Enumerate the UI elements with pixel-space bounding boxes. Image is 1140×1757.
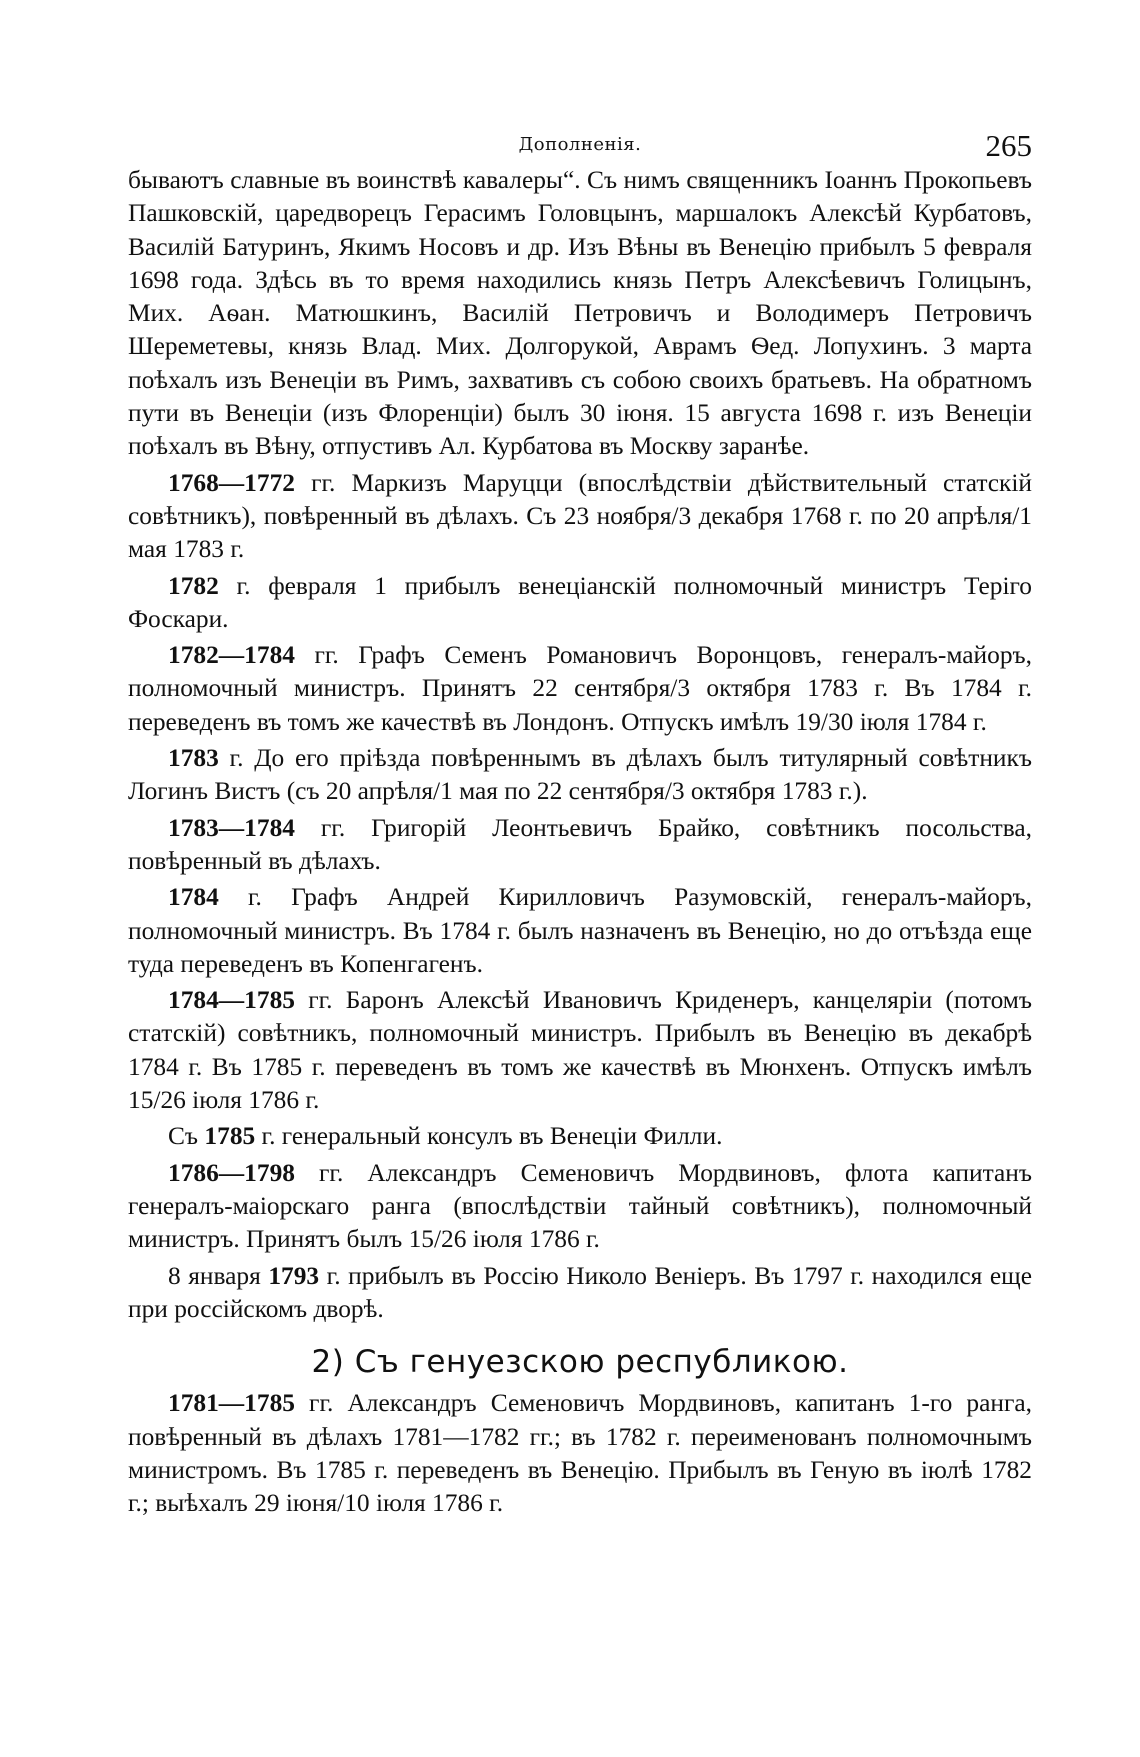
entry-text: гг. Графъ Семенъ Романовичъ Воронцовъ, генералъ-майоръ, полномочный министръ. Принятъ 22 сентября/3 октября 1783 г. Въ 1784 г. переведенъ въ томъ же качествѣ въ Лондонъ. Отпускъ имѣлъ 19/30 іюля 1784 г.	[128, 641, 1032, 736]
page-body	[128, 164, 1032, 1521]
entry-text: гг. Григорій Леонтьевичъ Брайко, совѣтникъ посольства, повѣренный въ дѣлахъ.	[128, 813, 1032, 875]
entry-paragraph	[128, 742, 1032, 809]
entry-text: гг. Александръ Семеновичъ Мордвиновъ, капитанъ 1-го ранга, повѣренный въ дѣлахъ 1781—1782 гг.; въ 1782 г. переименованъ полномочнымъ министромъ. Въ 1785 г. переведенъ въ Венецію. Прибылъ въ Геную въ іюлѣ 1782 г.; выѣхалъ 29 іюня/10 іюля 1786 г.	[128, 1389, 1032, 1518]
entry-paragraph	[128, 881, 1032, 981]
entry-year: 1785	[204, 1122, 256, 1151]
entry-paragraph	[128, 1260, 1032, 1327]
entry-text: г. февраля 1 прибылъ венеціанскій полномочный министръ Теріго Фоскари.	[128, 571, 1032, 633]
entry-text: гг. Баронъ Алексѣй Ивановичъ Криденеръ, канцеляріи (потомъ статскій) совѣтникъ, полномочный министръ. Прибылъ въ Венецію въ декабрѣ 1784 г. Въ 1785 г. переведенъ въ томъ же качествѣ въ Мюнхенъ. Отпускъ имѣлъ 15/26 іюля 1786 г.	[128, 986, 1032, 1115]
page-number: 265	[985, 128, 1032, 163]
entry-year: 1783—1784	[168, 813, 295, 842]
entry-year: 1768—1772	[168, 468, 295, 497]
section-heading: 2) Съ генуезскою республикою.	[311, 1344, 849, 1381]
entry-year: 1782—1784	[168, 641, 295, 670]
running-header	[128, 128, 1032, 164]
entry-text: г. До его пріѣзда повѣреннымъ въ дѣлахъ былъ титулярный совѣтникъ Логинъ Вистъ (съ 20 апрѣля/1 мая по 22 сентября/3 октября 1783 г.).	[128, 744, 1032, 806]
entry-paragraph	[128, 639, 1032, 739]
entry-paragraph	[128, 570, 1032, 637]
entry-text: г. генеральный консулъ въ Венеціи Филли.	[255, 1122, 723, 1151]
entry-text: г. прибылъ въ Россію Николо Веніеръ. Въ 1797 г. находился еще при россійскомъ дворѣ.	[128, 1261, 1032, 1323]
entry-paragraph	[128, 984, 1032, 1117]
entry-paragraph	[128, 1387, 1032, 1520]
entry-paragraph	[128, 1157, 1032, 1257]
entry-year: 1782	[168, 571, 219, 600]
entry-prefix: 8 января	[168, 1261, 269, 1290]
entry-year: 1784—1785	[168, 986, 295, 1015]
entry-paragraph	[128, 467, 1032, 567]
entry-text: гг. Маркизъ Маруцци (впослѣдствіи дѣйствительный статскій совѣтникъ), повѣренный въ дѣлахъ. Съ 23 ноября/3 декабря 1768 г. по 20 апрѣля/1 мая 1783 г.	[128, 468, 1032, 564]
continuation-paragraph: бываютъ славные въ воинствѣ кавалеры“. Съ нимъ священникъ Іоаннъ Прокопьевъ Пашковскій, царедворецъ Герасимъ Головцынъ, маршалокъ Алексѣй Курбатовъ, Василій Батуринъ, Якимъ Носовъ и др. Изъ Вѣны въ Венецію прибылъ 5 февраля 1698 года. Здѣсь въ то время находились князь Петръ Алексѣевичъ Голицынъ, Мих. Аѳан. Матюшкинъ, Василій Петровичъ и Володимеръ Петровичъ Шереметевы, князь Влад. Мих. Долгорукой, Аврамъ Ѳед. Лопухинъ. 3 марта поѣхалъ изъ Венеціи въ Римъ, захвативъ съ собою своихъ братьевъ. На обратномъ пути въ Венеціи (изъ Флоренціи) былъ 30 іюня. 15 августа 1698 г. изъ Венеціи поѣхалъ въ Вѣну, отпустивъ Ал. Курбатова въ Москву заранѣе.	[128, 166, 1032, 461]
entry-prefix: Съ	[168, 1122, 205, 1151]
entry-year: 1781—1785	[168, 1389, 295, 1418]
entry-text: гг. Александръ Семеновичъ Мордвиновъ, флота капитанъ генералъ-маіорскаго ранга (впослѣдствіи тайный совѣтникъ), полномочный министръ. Принятъ былъ 15/26 іюля 1786 г.	[128, 1158, 1032, 1254]
entry-year: 1786—1798	[168, 1158, 295, 1187]
entry-year: 1784	[168, 883, 219, 912]
entry-paragraph	[128, 812, 1032, 879]
header-title: Дополненія.	[518, 134, 642, 155]
entry-paragraph	[128, 1120, 1032, 1153]
entry-year: 1783	[168, 744, 219, 773]
entry-year: 1793	[268, 1261, 320, 1290]
entry-text: г. Графъ Андрей Кирилловичъ Разумовскій, генералъ-майоръ, полномочный министръ. Въ 1784 г. былъ назначенъ въ Венецію, но до отъѣзда еще туда переведенъ въ Копенгагенъ.	[128, 883, 1032, 978]
